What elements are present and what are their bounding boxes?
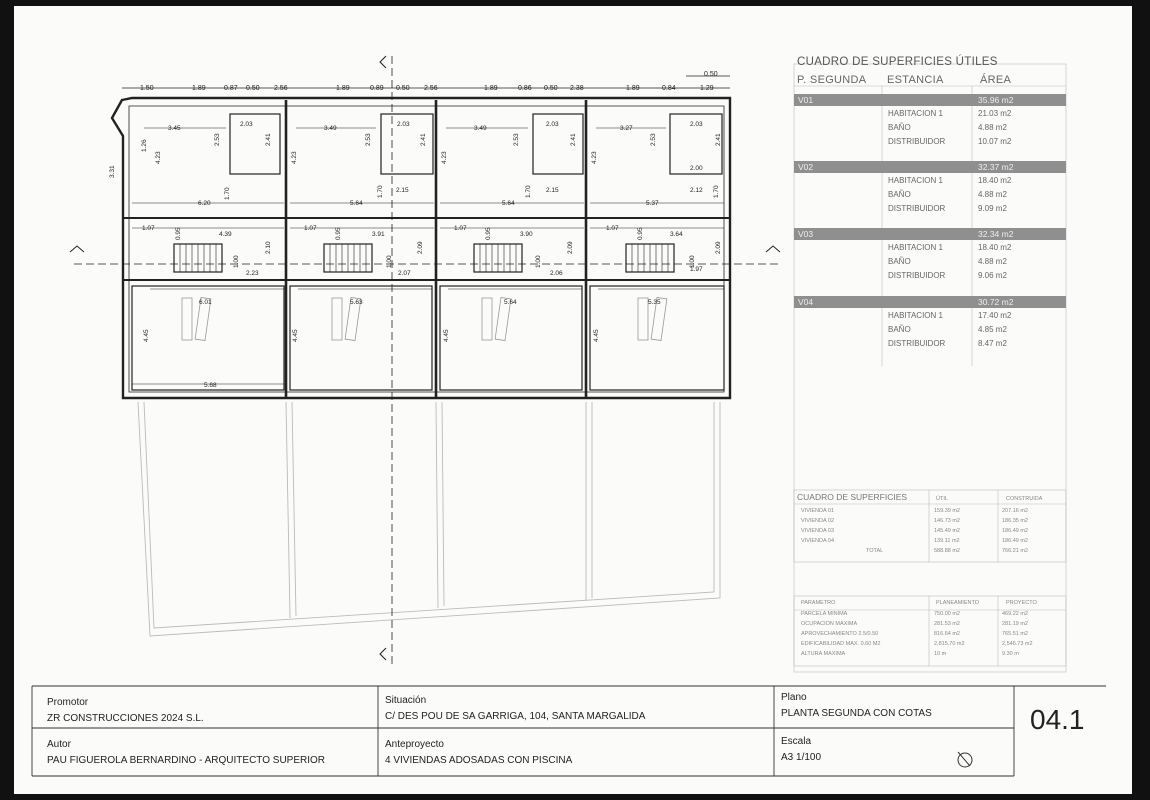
- interior-dimension-label: 0.95: [175, 227, 182, 240]
- interior-dimension-label: 3.31: [109, 165, 116, 178]
- interior-dimension-label: 2.41: [265, 133, 272, 146]
- interior-dimension-label: 0.95: [637, 227, 644, 240]
- unit-row-v01: [794, 94, 1066, 106]
- room-area: 4.88 m2: [978, 257, 1007, 266]
- interior-dimension-label: 3.27: [620, 125, 633, 132]
- room-name: DISTRIBUIDOR: [888, 271, 946, 280]
- room-area: 8.47 m2: [978, 339, 1007, 348]
- unit-total: 32.37 m2: [978, 162, 1014, 172]
- escala-value: A3 1/100: [781, 752, 822, 763]
- interior-dimension-label: 5.64: [502, 200, 515, 207]
- promotor-value: ZR CONSTRUCCIONES 2024 S.L.: [47, 713, 204, 724]
- interior-dimension-label: 5.37: [646, 200, 659, 207]
- interior-dimension-label: 3.49: [324, 125, 337, 132]
- escala-label: Escala: [781, 736, 812, 747]
- top-dimension-label: 1.89: [626, 85, 640, 92]
- interior-dimension-label: 1.00: [233, 255, 240, 268]
- unit-row-v03: [794, 228, 1066, 240]
- params-col-project: PROYECTO: [1006, 600, 1037, 606]
- interior-dimension-label: 4.23: [441, 151, 448, 164]
- room-area: 9.06 m2: [978, 271, 1007, 280]
- top-dimension-label: 1.89: [336, 85, 350, 92]
- room-area: 9.09 m2: [978, 204, 1007, 213]
- room-name: HABITACION 1: [888, 176, 943, 185]
- anteproyecto-value: 4 VIVIENDAS ADOSADAS CON PISCINA: [385, 755, 573, 766]
- interior-dimension-label: 2.03: [240, 121, 253, 128]
- interior-dimension-label: 1.70: [525, 185, 532, 198]
- interior-dimension-label: 4.45: [143, 329, 150, 342]
- areas-table-title: CUADRO DE SUPERFICIES ÚTILES: [797, 56, 998, 68]
- interior-dimension-label: 2.53: [214, 133, 221, 146]
- room-name: DISTRIBUIDOR: [888, 137, 946, 146]
- interior-dimension-label: 5.64: [350, 200, 363, 207]
- surface-row-name: VIVIENDA 03: [801, 528, 835, 534]
- interior-dimension-label: 4.45: [443, 329, 450, 342]
- param-project: 2,546.73 m2: [1002, 641, 1033, 647]
- room-name: HABITACION 1: [888, 311, 943, 320]
- top-dimension-label: 0.50: [396, 85, 410, 92]
- top-dimension-label: 0.87: [224, 85, 238, 92]
- interior-dimension-label: 4.45: [593, 329, 600, 342]
- areas-col-area: ÁREA: [980, 74, 1012, 86]
- unit-total: 32.34 m2: [978, 229, 1014, 239]
- interior-dimension-label: 3.90: [520, 231, 533, 238]
- room-name: BAÑO: [888, 257, 911, 266]
- room-name: DISTRIBUIDOR: [888, 204, 946, 213]
- top-dimension-label: 1.50: [140, 85, 154, 92]
- interior-dimension-label: 4.39: [219, 231, 232, 238]
- room-name: DISTRIBUIDOR: [888, 339, 946, 348]
- room-name: HABITACION 1: [888, 109, 943, 118]
- surfaces-col-const: CONSTRUIDA: [1006, 496, 1043, 502]
- param-project: 469.22 m2: [1002, 611, 1028, 617]
- interior-dimension-label: 2.53: [365, 133, 372, 146]
- interior-dimension-label: 0.95: [485, 227, 492, 240]
- interior-dimension-label: 1.00: [386, 255, 393, 268]
- interior-dimension-label: 2.03: [690, 121, 703, 128]
- surface-row-const: 186.49 m2: [1002, 528, 1028, 534]
- surface-total-util: 588.88 m2: [934, 548, 960, 554]
- param-planning: 816.64 m2: [934, 631, 960, 637]
- surface-total-const: 766.21 m2: [1002, 548, 1028, 554]
- autor-label: Autor: [47, 739, 71, 750]
- interior-dimension-label: 5.35: [648, 299, 661, 306]
- interior-dimension-label: 2.53: [650, 133, 657, 146]
- situacion-value: C/ DES POU DE SA GARRIGA, 104, SANTA MARGALIDA: [385, 711, 646, 722]
- interior-dimension-label: 4.45: [292, 329, 299, 342]
- interior-dimension-label: 4.23: [591, 151, 598, 164]
- top-dimension-label: 1.89: [192, 85, 206, 92]
- surface-row-const: 207.16 m2: [1002, 508, 1028, 514]
- param-name: EDIFICABILIDAD MAX. 0.60 M2: [801, 641, 881, 647]
- room-area: 4.88 m2: [978, 190, 1007, 199]
- param-name: PARCELA MINIMA: [801, 611, 848, 617]
- room-area: 18.40 m2: [978, 176, 1012, 185]
- unit-name: V03: [798, 229, 814, 239]
- interior-dimension-label: 3.45: [168, 125, 181, 132]
- top-dimension-label: 1.89: [484, 85, 498, 92]
- unit-row-v04: [794, 296, 1066, 308]
- surface-row-name: VIVIENDA 04: [801, 538, 835, 544]
- room-area: 21.03 m2: [978, 109, 1012, 118]
- surface-row-name: VIVIENDA 02: [801, 518, 835, 524]
- interior-dimension-label: 2.06: [550, 270, 563, 277]
- interior-dimension-label: 2.41: [715, 133, 722, 146]
- surfaces-col-util: ÚTIL: [936, 496, 948, 502]
- sheet-number: 04.1: [1030, 704, 1085, 735]
- promotor-label: Promotor: [47, 697, 89, 708]
- top-dimension-label: 2.56: [424, 85, 438, 92]
- surface-row-util: 146.73 m2: [934, 518, 960, 524]
- interior-dimension-label: 2.41: [570, 133, 577, 146]
- top-dimension-label: 1.29: [700, 85, 714, 92]
- room-name: HABITACION 1: [888, 243, 943, 252]
- interior-dimension-label: 2.00: [690, 165, 703, 172]
- interior-dimension-label: 5.64: [504, 299, 517, 306]
- interior-dimension-label: 1.70: [713, 185, 720, 198]
- unit-name: V01: [798, 95, 814, 105]
- surface-row-util: 139.11 m2: [934, 538, 960, 544]
- interior-dimension-label: 3.49: [474, 125, 487, 132]
- dimension-labels: [109, 71, 722, 389]
- param-name: APROVECHAMIENTO 2.5/0.50: [801, 631, 879, 637]
- param-project: 281.19 m2: [1002, 621, 1028, 627]
- plan-linework: [70, 56, 782, 664]
- surface-row-name: VIVIENDA 01: [801, 508, 835, 514]
- top-dimension-label: 0.50: [704, 71, 718, 78]
- interior-dimension-label: 2.23: [246, 270, 259, 277]
- interior-dimension-label: 1.00: [535, 255, 542, 268]
- unit-name: V04: [798, 297, 814, 307]
- interior-dimension-label: 1.07: [142, 225, 155, 232]
- interior-dimension-label: 5.63: [350, 299, 363, 306]
- param-planning: 281.53 m2: [934, 621, 960, 627]
- plano-value: PLANTA SEGUNDA CON COTAS: [781, 708, 932, 719]
- param-project: 9.30 m: [1002, 651, 1019, 657]
- drawing-sheet: [14, 6, 1132, 794]
- areas-col-room: ESTANCIA: [887, 74, 944, 86]
- params-col-planning: PLANEAMIENTO: [936, 600, 979, 606]
- interior-dimension-label: 2.10: [265, 241, 272, 254]
- interior-dimension-label: 1.70: [377, 185, 384, 198]
- interior-dimension-label: 6.20: [198, 200, 211, 207]
- room-area: 18.40 m2: [978, 243, 1012, 252]
- interior-dimension-label: 2.09: [417, 241, 424, 254]
- room-name: BAÑO: [888, 325, 911, 334]
- top-dimension-label: 0.50: [544, 85, 558, 92]
- surfaces-table-title: CUADRO DE SUPERFICIES: [797, 492, 908, 502]
- interior-dimension-label: 3.91: [372, 231, 385, 238]
- param-name: ALTURA MAXIMA: [801, 651, 846, 657]
- unit-total: 35.96 m2: [978, 95, 1014, 105]
- param-planning: 10 m: [934, 651, 947, 657]
- interior-dimension-label: 1.07: [454, 225, 467, 232]
- interior-dimension-label: 2.12: [690, 187, 703, 194]
- interior-dimension-label: 6.01: [199, 299, 212, 306]
- interior-dimension-label: 1.70: [224, 187, 231, 200]
- room-name: BAÑO: [888, 123, 911, 132]
- top-dimension-label: 0.50: [246, 85, 260, 92]
- surface-row-const: 186.35 m2: [1002, 518, 1028, 524]
- interior-dimension-label: 1.00: [689, 255, 696, 268]
- room-area: 4.88 m2: [978, 123, 1007, 132]
- interior-dimension-label: 1.07: [606, 225, 619, 232]
- interior-dimension-label: 4.23: [291, 151, 298, 164]
- interior-dimension-label: 2.15: [396, 187, 409, 194]
- param-planning: 750.00 m2: [934, 611, 960, 617]
- anteproyecto-label: Anteproyecto: [385, 739, 444, 750]
- interior-dimension-label: 2.07: [398, 270, 411, 277]
- surface-row-const: 186.49 m2: [1002, 538, 1028, 544]
- floor-plan: [14, 6, 1132, 794]
- top-dimension-label: 0.89: [370, 85, 384, 92]
- top-dimension-label: 0.86: [518, 85, 532, 92]
- autor-value: PAU FIGUEROLA BERNARDINO - ARQUITECTO SUPERIOR: [47, 755, 326, 766]
- interior-dimension-label: 3.64: [670, 231, 683, 238]
- interior-dimension-label: 1.07: [304, 225, 317, 232]
- interior-dimension-label: 2.41: [420, 133, 427, 146]
- north-arrow-icon: [954, 749, 976, 771]
- unit-name: V02: [798, 162, 814, 172]
- surface-row-util: 145.49 m2: [934, 528, 960, 534]
- interior-dimension-label: 2.03: [546, 121, 559, 128]
- areas-col-floor: P. SEGUNDA: [797, 74, 867, 86]
- unit-total: 30.72 m2: [978, 297, 1014, 307]
- interior-dimension-label: 1.26: [141, 139, 148, 152]
- top-dimension-label: 2.56: [274, 85, 288, 92]
- table-frames: [794, 64, 1066, 672]
- top-dimension-label: 0.84: [662, 85, 676, 92]
- interior-dimension-label: 2.53: [513, 133, 520, 146]
- room-name: BAÑO: [888, 190, 911, 199]
- param-project: 765.51 m2: [1002, 631, 1028, 637]
- unit-row-v02: [794, 161, 1066, 173]
- param-name: OCUPACION MAXIMA: [801, 621, 858, 627]
- interior-dimension-label: 5.68: [204, 382, 217, 389]
- room-area: 4.85 m2: [978, 325, 1007, 334]
- interior-dimension-label: 2.09: [567, 241, 574, 254]
- room-area: 17.40 m2: [978, 311, 1012, 320]
- interior-dimension-label: 4.23: [155, 151, 162, 164]
- situacion-label: Situación: [385, 695, 427, 706]
- surface-total-label: TOTAL: [866, 548, 884, 554]
- interior-dimension-label: 0.95: [335, 227, 342, 240]
- interior-dimension-label: 2.15: [546, 187, 559, 194]
- interior-dimension-label: 1.97: [690, 266, 703, 273]
- interior-dimension-label: 2.09: [715, 241, 722, 254]
- room-area: 10.07 m2: [978, 137, 1012, 146]
- top-dimension-label: 2.38: [570, 85, 584, 92]
- surface-row-util: 159.39 m2: [934, 508, 960, 514]
- param-planning: 2,815.70 m2: [934, 641, 965, 647]
- interior-dimension-label: 2.03: [397, 121, 410, 128]
- plano-label: Plano: [781, 692, 807, 703]
- params-col-param: PARAMETRO: [801, 600, 836, 606]
